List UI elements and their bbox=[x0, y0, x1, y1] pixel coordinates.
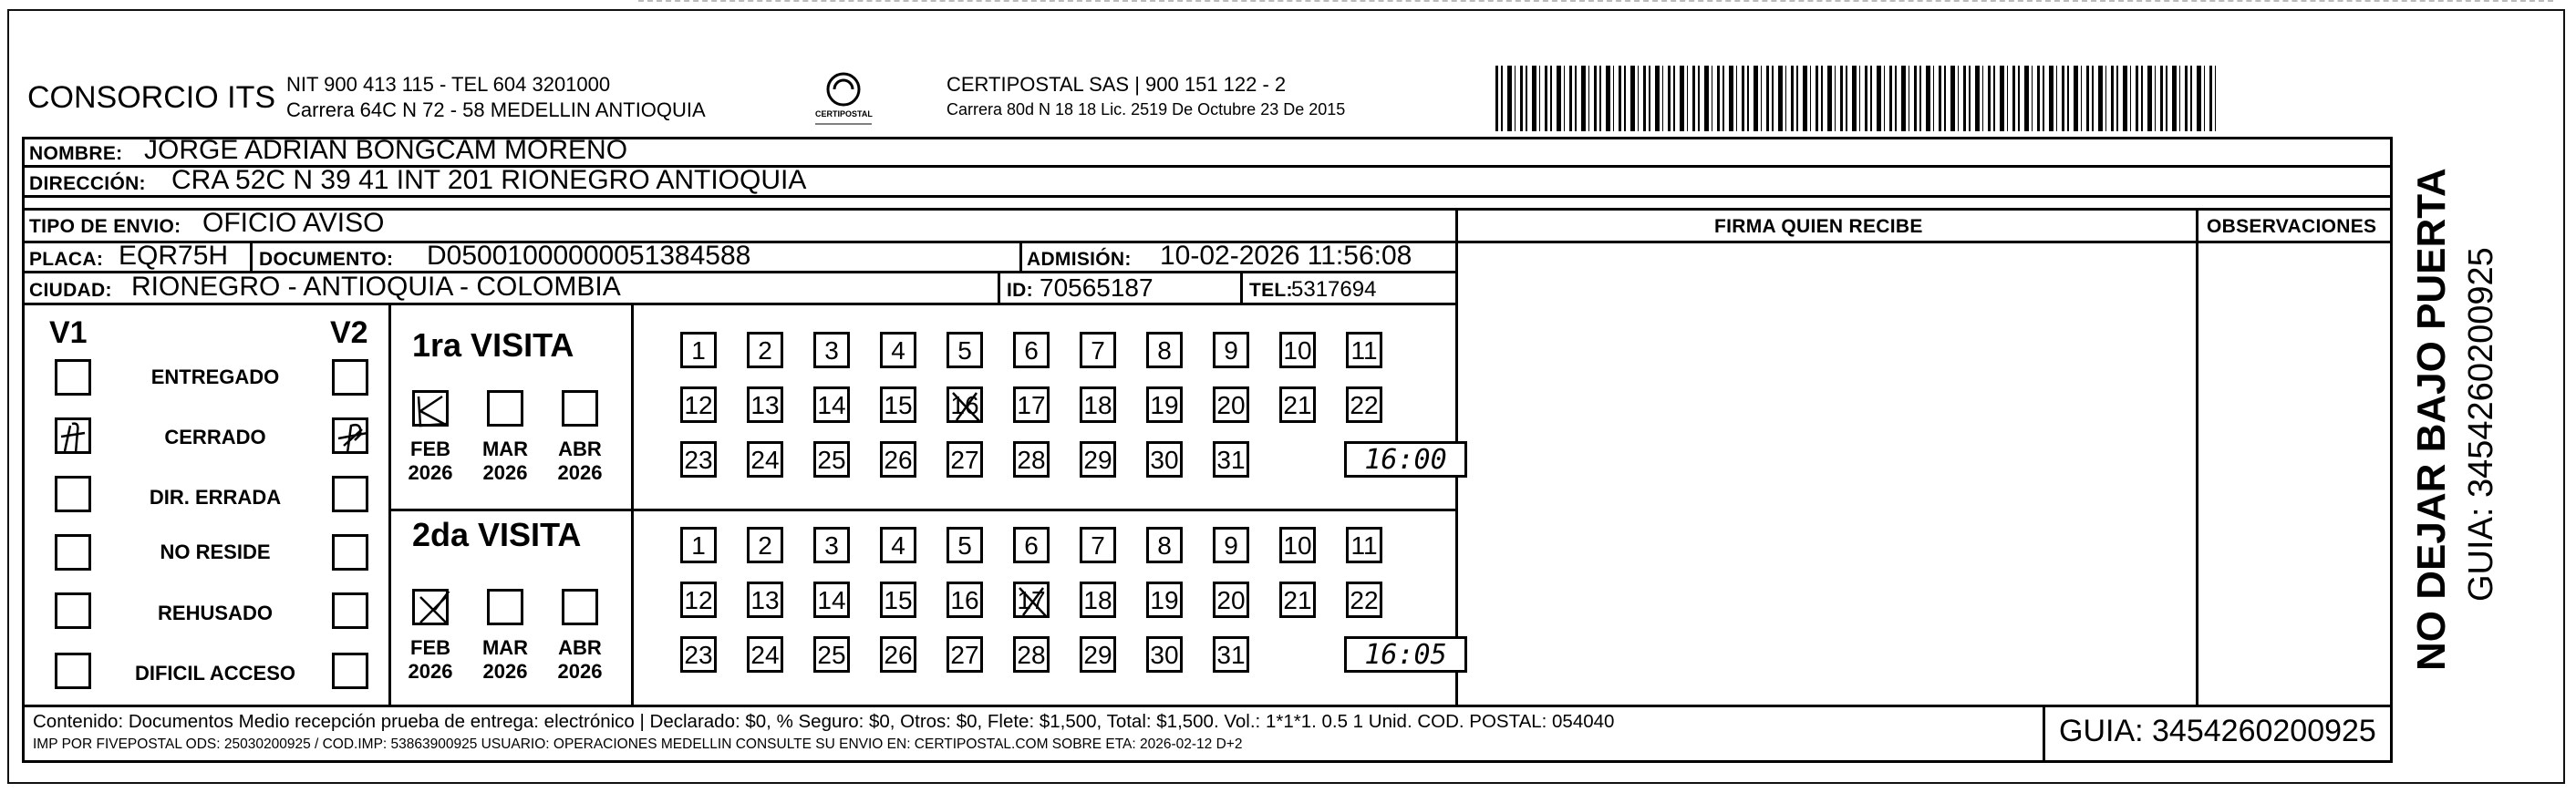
visit2-day-19[interactable]: 19 bbox=[1146, 582, 1183, 618]
visit2-day-25[interactable]: 25 bbox=[813, 636, 850, 673]
visit1-title: 1ra VISITA bbox=[412, 326, 574, 364]
visit1-day-9[interactable]: 9 bbox=[1213, 332, 1249, 368]
visit1-month-abr-checkbox[interactable] bbox=[562, 390, 598, 427]
visit2-day-24[interactable]: 24 bbox=[747, 636, 783, 673]
visit2-day-6[interactable]: 6 bbox=[1013, 527, 1050, 563]
tel-label: TEL: bbox=[1249, 280, 1293, 301]
barcode bbox=[1495, 66, 2216, 131]
v1-entregado-checkbox[interactable] bbox=[55, 359, 91, 396]
visit1-day-18[interactable]: 18 bbox=[1080, 386, 1116, 423]
admission-value: 10-02-2026 11:56:08 bbox=[1160, 241, 1412, 271]
name-label: NOMBRE: bbox=[29, 143, 123, 164]
footer-content: Contenido: Documentos Medio recepción prueba de entrega: electrónico | Declarado: $0, % Seguro: $0, Otros: $0, Flete: $1,500, Total: $1,500. Vol.: 1*1*1. 0.5 1 Unid. COD. POSTAL: 054040 bbox=[33, 711, 1615, 732]
v1-dir-errada-checkbox[interactable] bbox=[55, 476, 91, 512]
v2-label: V2 bbox=[330, 315, 368, 350]
visit2-day-5[interactable]: 5 bbox=[947, 527, 983, 563]
visit2-day-15[interactable]: 15 bbox=[880, 582, 916, 618]
visit2-day-27[interactable]: 27 bbox=[947, 636, 983, 673]
id-value: 70565187 bbox=[1040, 273, 1154, 302]
option-cerrado: CERRADO bbox=[164, 426, 266, 448]
visit1-month-abr-label: ABR 2026 bbox=[557, 438, 603, 484]
visit2-day-4[interactable]: 4 bbox=[880, 527, 916, 563]
type-label: TIPO DE ENVIO: bbox=[29, 216, 181, 237]
company-name: CONSORCIO ITS bbox=[27, 80, 276, 115]
visit1-day-20[interactable]: 20 bbox=[1213, 386, 1249, 423]
visit1-day-11[interactable]: 11 bbox=[1346, 332, 1382, 368]
visit2-day-11[interactable]: 11 bbox=[1346, 527, 1382, 563]
visit2-day-12[interactable]: 12 bbox=[680, 582, 717, 618]
company-nit: NIT 900 413 115 - TEL 604 3201000 bbox=[286, 73, 611, 96]
visit2-day-8[interactable]: 8 bbox=[1146, 527, 1183, 563]
visit2-day-21[interactable]: 21 bbox=[1279, 582, 1316, 618]
visit2-day-13[interactable]: 13 bbox=[747, 582, 783, 618]
visit2-month-feb-checkbox[interactable] bbox=[412, 589, 449, 625]
visit2-day-1[interactable]: 1 bbox=[680, 527, 717, 563]
visit2-day-16[interactable]: 16 bbox=[947, 582, 983, 618]
visit2-title: 2da VISITA bbox=[412, 516, 582, 553]
visit2-day-18[interactable]: 18 bbox=[1080, 582, 1116, 618]
certipostal-logo bbox=[812, 69, 875, 131]
visit2-day-17[interactable]: 17 bbox=[1013, 582, 1050, 618]
visit1-day-21[interactable]: 21 bbox=[1279, 386, 1316, 423]
visit2-day-30[interactable]: 30 bbox=[1146, 636, 1183, 673]
visit1-day-23[interactable]: 23 bbox=[680, 441, 717, 478]
visit2-day-7[interactable]: 7 bbox=[1080, 527, 1116, 563]
visit1-day-14[interactable]: 14 bbox=[813, 386, 850, 423]
visit1-day-10[interactable]: 10 bbox=[1279, 332, 1316, 368]
visit1-day-3[interactable]: 3 bbox=[813, 332, 850, 368]
visit1-day-17[interactable]: 17 bbox=[1013, 386, 1050, 423]
visit1-day-12[interactable]: 12 bbox=[680, 386, 717, 423]
address-label: DIRECCIÓN: bbox=[29, 173, 146, 194]
v2-entregado-checkbox[interactable] bbox=[332, 359, 368, 396]
visit1-time-field[interactable]: 16:00 bbox=[1344, 441, 1467, 478]
visit1-day-19[interactable]: 19 bbox=[1146, 386, 1183, 423]
visit1-day-2[interactable]: 2 bbox=[747, 332, 783, 368]
document-value: D05001000000051384588 bbox=[427, 241, 751, 271]
visit1-month-mar-label: MAR 2026 bbox=[481, 438, 529, 484]
side-guia: GUIA: 3454260200925 bbox=[2462, 247, 2500, 602]
plate-label: PLACA: bbox=[29, 249, 104, 270]
visit1-day-5[interactable]: 5 bbox=[947, 332, 983, 368]
company-address: Carrera 64C N 72 - 58 MEDELLIN ANTIOQUIA bbox=[286, 98, 706, 121]
footer-guia: GUIA: 3454260200925 bbox=[2059, 714, 2376, 748]
recipient-name: JORGE ADRIAN BONGCAM MORENO bbox=[144, 135, 628, 165]
option-no-reside: NO RESIDE bbox=[160, 541, 271, 563]
option-dificil-acceso: DIFICIL ACCESO bbox=[134, 662, 295, 685]
visit2-day-26[interactable]: 26 bbox=[880, 636, 916, 673]
visit2-month-abr-label: ABR 2026 bbox=[557, 636, 603, 683]
visit2-day-31[interactable]: 31 bbox=[1213, 636, 1249, 673]
visit2-month-mar-checkbox[interactable] bbox=[487, 589, 523, 625]
visit2-day-20[interactable]: 20 bbox=[1213, 582, 1249, 618]
admission-label: ADMISIÓN: bbox=[1027, 249, 1132, 270]
carrier-address: Carrera 80d N 18 18 Lic. 2519 De Octubre 23 De 2015 bbox=[947, 100, 1346, 118]
v2-dir-errada-checkbox[interactable] bbox=[332, 476, 368, 512]
tel-value: 5317694 bbox=[1291, 277, 1377, 302]
v2-dificil-acceso-checkbox[interactable] bbox=[332, 653, 368, 689]
option-dir-errada: DIR. ERRADA bbox=[149, 486, 282, 509]
visit1-day-4[interactable]: 4 bbox=[880, 332, 916, 368]
visit1-day-13[interactable]: 13 bbox=[747, 386, 783, 423]
v1-rehusado-checkbox[interactable] bbox=[55, 592, 91, 629]
visit1-day-31[interactable]: 31 bbox=[1213, 441, 1249, 478]
v2-cerrado-checkbox[interactable] bbox=[332, 417, 368, 454]
city-value: RIONEGRO - ANTIOQUIA - COLOMBIA bbox=[131, 272, 621, 302]
v1-cerrado-checkbox[interactable] bbox=[55, 417, 91, 454]
carrier-name: CERTIPOSTAL SAS | 900 151 122 - 2 bbox=[947, 73, 1287, 96]
v1-no-reside-checkbox[interactable] bbox=[55, 534, 91, 571]
visit2-day-10[interactable]: 10 bbox=[1279, 527, 1316, 563]
visit2-day-3[interactable]: 3 bbox=[813, 527, 850, 563]
visit2-day-2[interactable]: 2 bbox=[747, 527, 783, 563]
visit1-day-6[interactable]: 6 bbox=[1013, 332, 1050, 368]
visit1-day-15[interactable]: 15 bbox=[880, 386, 916, 423]
option-rehusado: REHUSADO bbox=[158, 602, 273, 624]
footer-imp: IMP POR FIVEPOSTAL ODS: 25030200925 / COD.IMP: 53863900925 USUARIO: OPERACIONES MEDELLIN CONSULTE SU ENVIO EN: CERTIPOSTAL.COM SOBRE ETA: 2026-02-12 D+2 bbox=[33, 736, 1243, 752]
observations-label: OBSERVACIONES bbox=[2207, 216, 2377, 237]
visit2-month-mar-label: MAR 2026 bbox=[481, 636, 529, 683]
visit1-day-8[interactable]: 8 bbox=[1146, 332, 1183, 368]
visit1-month-feb-label: FEB 2026 bbox=[408, 438, 453, 484]
id-label: ID: bbox=[1007, 280, 1033, 301]
visit2-day-29[interactable]: 29 bbox=[1080, 636, 1116, 673]
city-label: CIUDAD: bbox=[29, 280, 112, 301]
visit1-month-feb-checkbox[interactable] bbox=[412, 390, 449, 427]
visit1-day-25[interactable]: 25 bbox=[813, 441, 850, 478]
visit1-day-27[interactable]: 27 bbox=[947, 441, 983, 478]
visit2-month-feb-label: FEB 2026 bbox=[408, 636, 453, 683]
v2-rehusado-checkbox[interactable] bbox=[332, 592, 368, 629]
visit2-day-22[interactable]: 22 bbox=[1346, 582, 1382, 618]
visit2-day-9[interactable]: 9 bbox=[1213, 527, 1249, 563]
signature-label: FIRMA QUIEN RECIBE bbox=[1714, 216, 1923, 237]
visit1-day-24[interactable]: 24 bbox=[747, 441, 783, 478]
document-label: DOCUMENTO: bbox=[259, 249, 394, 270]
visit1-day-7[interactable]: 7 bbox=[1080, 332, 1116, 368]
perforation-line bbox=[638, 0, 2553, 5]
visit1-day-22[interactable]: 22 bbox=[1346, 386, 1382, 423]
shipment-type: OFICIO AVISO bbox=[202, 208, 385, 238]
plate-value: EQR75H bbox=[119, 241, 229, 271]
visit1-day-30[interactable]: 30 bbox=[1146, 441, 1183, 478]
visit1-day-1[interactable]: 1 bbox=[680, 332, 717, 368]
side-notice: NO DEJAR BAJO PUERTA bbox=[2409, 168, 2454, 671]
recipient-address: CRA 52C N 39 41 INT 201 RIONEGRO ANTIOQUIA bbox=[171, 165, 807, 195]
visit2-time-field[interactable]: 16:05 bbox=[1344, 636, 1467, 673]
logo-text: CERTIPOSTAL bbox=[815, 109, 873, 118]
visit1-day-26[interactable]: 26 bbox=[880, 441, 916, 478]
v1-dificil-acceso-checkbox[interactable] bbox=[55, 653, 91, 689]
visit2-day-28[interactable]: 28 bbox=[1013, 636, 1050, 673]
v1-label: V1 bbox=[49, 315, 88, 350]
visit2-day-14[interactable]: 14 bbox=[813, 582, 850, 618]
option-entregado: ENTREGADO bbox=[150, 366, 280, 388]
visit1-day-28[interactable]: 28 bbox=[1013, 441, 1050, 478]
visit2-day-23[interactable]: 23 bbox=[680, 636, 717, 673]
visit1-day-29[interactable]: 29 bbox=[1080, 441, 1116, 478]
visit2-month-abr-checkbox[interactable] bbox=[562, 589, 598, 625]
visit1-day-16[interactable]: 16 bbox=[947, 386, 983, 423]
visit1-month-mar-checkbox[interactable] bbox=[487, 390, 523, 427]
v2-no-reside-checkbox[interactable] bbox=[332, 534, 368, 571]
